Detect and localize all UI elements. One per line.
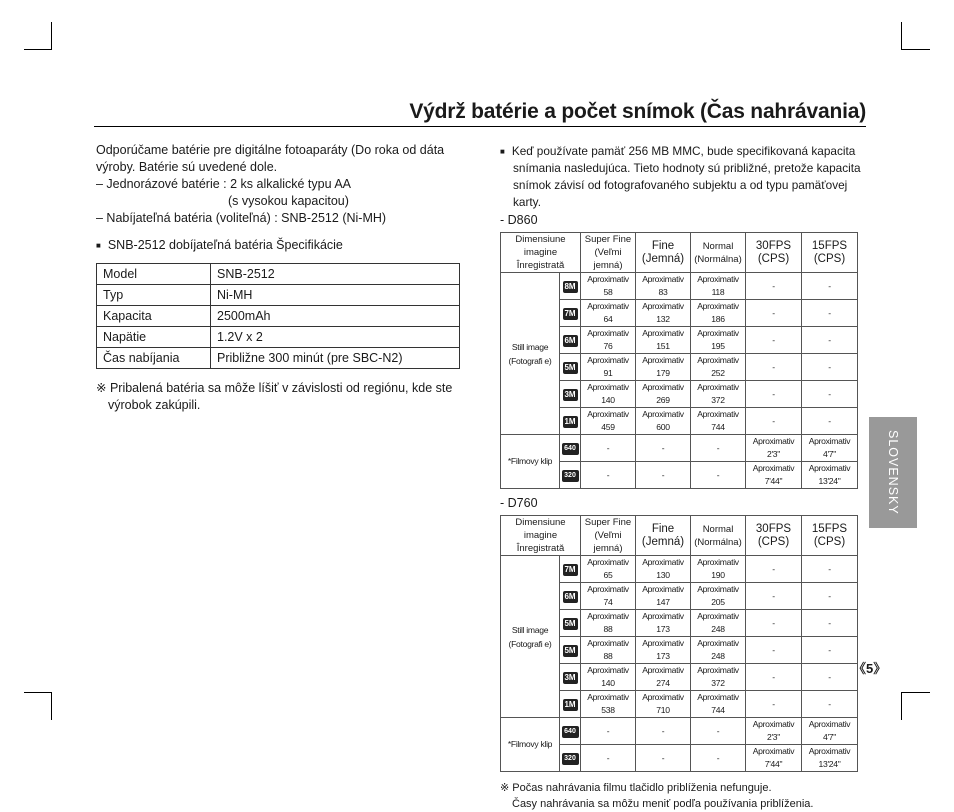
spec-value: Ni-MH bbox=[211, 285, 460, 306]
table-cell: Aproximativ 372 bbox=[691, 664, 746, 691]
still-image-label: Still image (Fotografi e) bbox=[501, 273, 560, 435]
resolution-icon-cell bbox=[560, 583, 581, 610]
col-header-15fps: 15FPS (CPS) bbox=[802, 516, 858, 556]
table-header-row bbox=[501, 233, 858, 273]
table-cell: Aproximativ 538 bbox=[581, 691, 636, 718]
table-cell: Aproximativ 179 bbox=[636, 354, 691, 381]
table-cell: - bbox=[802, 691, 858, 718]
table-cell: Aproximativ 151 bbox=[636, 327, 691, 354]
col-header-fine: Fine (Jemná) bbox=[636, 516, 691, 556]
resolution-icon-cell bbox=[560, 354, 581, 381]
table-cell: Aproximativ 186 bbox=[691, 300, 746, 327]
resolution-icon: 1M bbox=[564, 699, 576, 709]
model-label-d760: - D760 bbox=[500, 496, 538, 510]
resolution-icon: 7M bbox=[564, 564, 576, 574]
crop-mark bbox=[51, 692, 52, 720]
intro-text: Odporúčame batérie pre digitálne fotoaparáty (Do roka od dáta bbox=[96, 143, 445, 157]
spec-row bbox=[97, 327, 460, 348]
resolution-icon-cell bbox=[560, 637, 581, 664]
crop-mark bbox=[901, 22, 902, 50]
resolution-icon-cell bbox=[560, 300, 581, 327]
movie-size-icon: 640 bbox=[562, 726, 579, 738]
table-cell: - bbox=[691, 718, 746, 745]
table-cell: - bbox=[746, 354, 802, 381]
table-cell: Aproximativ 140 bbox=[581, 664, 636, 691]
disposable-battery-cont: (s vysokou kapacitou) bbox=[228, 194, 349, 208]
table-cell: Aproximativ 4'7" bbox=[802, 718, 858, 745]
resolution-icon: 8M bbox=[564, 281, 576, 291]
table-cell: Aproximativ 205 bbox=[691, 583, 746, 610]
still-image-label: Still image (Fotografi e) bbox=[501, 556, 560, 718]
table-cell: - bbox=[581, 718, 636, 745]
resolution-icon: 5M bbox=[564, 618, 576, 628]
table-cell: - bbox=[746, 583, 802, 610]
disposable-battery-line: – Jednorázové batérie : 2 ks alkalické typu AA bbox=[96, 177, 352, 191]
resolution-icon-cell bbox=[560, 664, 581, 691]
col-header-size: Dimensiune imagine Înregistrată bbox=[501, 516, 581, 556]
spec-row bbox=[97, 306, 460, 327]
capacity-table-d760 bbox=[500, 515, 858, 772]
note-text: ※ Počas nahrávania filmu tlačidlo priblíženia nefunguje. bbox=[500, 782, 772, 794]
table-cell: Aproximativ 195 bbox=[691, 327, 746, 354]
table-cell: - bbox=[746, 637, 802, 664]
table-cell: - bbox=[802, 408, 858, 435]
table-cell: - bbox=[581, 745, 636, 772]
spec-value: 2500mAh bbox=[211, 306, 460, 327]
col-header-superfine: Super Fine (Veľmi jemná) bbox=[581, 233, 636, 273]
table-cell: Aproximativ 88 bbox=[581, 610, 636, 637]
table-cell: - bbox=[581, 435, 636, 462]
table-cell: Aproximativ 744 bbox=[691, 691, 746, 718]
page-title: Výdrž batérie a počet snímok (Čas nahrávania) bbox=[409, 100, 866, 123]
col-header-15fps: 15FPS (CPS) bbox=[802, 233, 858, 273]
table-cell: Aproximativ 173 bbox=[636, 610, 691, 637]
table-cell: Aproximativ 140 bbox=[581, 381, 636, 408]
table-cell: Aproximativ 372 bbox=[691, 381, 746, 408]
table-cell: Aproximativ 132 bbox=[636, 300, 691, 327]
resolution-icon: 3M bbox=[564, 672, 576, 682]
crop-mark bbox=[51, 22, 52, 50]
table-cell: - bbox=[636, 718, 691, 745]
table-cell: - bbox=[636, 462, 691, 489]
movie-size-icon-cell bbox=[560, 435, 581, 462]
table-cell: Aproximativ 190 bbox=[691, 556, 746, 583]
table-cell: - bbox=[802, 327, 858, 354]
capacity-table-d860 bbox=[500, 232, 858, 489]
resolution-icon: 5M bbox=[564, 362, 576, 372]
crop-mark bbox=[901, 692, 902, 720]
left-column bbox=[96, 142, 460, 414]
table-cell: - bbox=[746, 691, 802, 718]
movie-size-icon: 320 bbox=[562, 470, 579, 482]
table-cell: Aproximativ 13'24" bbox=[802, 745, 858, 772]
zoom-note bbox=[500, 780, 870, 812]
crop-mark bbox=[902, 692, 930, 693]
col-header-fine: Fine (Jemná) bbox=[636, 233, 691, 273]
table-cell: Aproximativ 147 bbox=[636, 583, 691, 610]
spec-key: Model bbox=[97, 264, 211, 285]
battery-note bbox=[96, 380, 460, 414]
col-header-superfine: Super Fine (Veľmi jemná) bbox=[581, 516, 636, 556]
table-cell: - bbox=[691, 745, 746, 772]
table-cell: Aproximativ 2'3" bbox=[746, 718, 802, 745]
table-row bbox=[501, 435, 858, 462]
movie-size-icon-cell bbox=[560, 718, 581, 745]
battery-spec-table bbox=[96, 263, 460, 369]
capacity-intro: snímok závisí od fotografovaného subjektu a od typu pamäťovej karty. bbox=[513, 178, 848, 209]
table-row bbox=[501, 718, 858, 745]
movie-size-icon-cell bbox=[560, 462, 581, 489]
movie-clip-label: *Filmovy klip bbox=[501, 718, 560, 772]
resolution-icon: 5M bbox=[564, 645, 576, 655]
resolution-icon-cell bbox=[560, 273, 581, 300]
table-cell: - bbox=[802, 583, 858, 610]
table-cell: - bbox=[746, 556, 802, 583]
table-cell: - bbox=[802, 354, 858, 381]
title-rule bbox=[94, 126, 866, 127]
table-cell: - bbox=[746, 664, 802, 691]
table-cell: Aproximativ 248 bbox=[691, 637, 746, 664]
spec-value: 1.2V x 2 bbox=[211, 327, 460, 348]
table-cell: Aproximativ 118 bbox=[691, 273, 746, 300]
table-cell: Aproximativ 65 bbox=[581, 556, 636, 583]
spec-key: Typ bbox=[97, 285, 211, 306]
resolution-icon-cell bbox=[560, 327, 581, 354]
table-cell: - bbox=[746, 381, 802, 408]
table-cell: - bbox=[746, 273, 802, 300]
capacity-intro: snímania nasledujúca. Tieto hodnoty sú približné, pretože kapacita bbox=[513, 161, 861, 175]
table-cell: Aproximativ 13'24" bbox=[802, 462, 858, 489]
note-text: ※ Pribalená batéria sa môže líšiť v závislosti od regiónu, kde ste bbox=[96, 381, 453, 395]
col-header-30fps: 30FPS (CPS) bbox=[746, 233, 802, 273]
resolution-icon-cell bbox=[560, 408, 581, 435]
language-tab bbox=[869, 417, 917, 528]
resolution-icon: 6M bbox=[564, 591, 576, 601]
crop-mark bbox=[24, 692, 52, 693]
table-cell: Aproximativ 269 bbox=[636, 381, 691, 408]
table-cell: Aproximativ 130 bbox=[636, 556, 691, 583]
table-cell: Aproximativ 64 bbox=[581, 300, 636, 327]
table-cell: - bbox=[802, 300, 858, 327]
table-cell: Aproximativ 91 bbox=[581, 354, 636, 381]
table-cell: Aproximativ 7'44" bbox=[746, 462, 802, 489]
table-cell: - bbox=[636, 435, 691, 462]
resolution-icon: 1M bbox=[564, 416, 576, 426]
movie-size-icon: 320 bbox=[562, 753, 579, 765]
table-header-row bbox=[501, 516, 858, 556]
table-cell: Aproximativ 248 bbox=[691, 610, 746, 637]
intro-text: výroby. Batérie sú uvedené dole. bbox=[96, 160, 278, 174]
model-label-d860: - D860 bbox=[500, 213, 538, 227]
table-cell: Aproximativ 252 bbox=[691, 354, 746, 381]
resolution-icon-cell bbox=[560, 556, 581, 583]
table-cell: Aproximativ 4'7" bbox=[802, 435, 858, 462]
spec-key: Napätie bbox=[97, 327, 211, 348]
resolution-icon: 6M bbox=[564, 335, 576, 345]
page-number: 《5》 bbox=[853, 661, 887, 676]
table-row bbox=[501, 273, 858, 300]
table-cell: - bbox=[636, 745, 691, 772]
table-cell: - bbox=[802, 664, 858, 691]
bullet-icon: ■ bbox=[500, 147, 505, 156]
spec-heading bbox=[96, 237, 460, 254]
resolution-icon: 3M bbox=[564, 389, 576, 399]
col-header-30fps: 30FPS (CPS) bbox=[746, 516, 802, 556]
table-cell: - bbox=[802, 381, 858, 408]
resolution-icon-cell bbox=[560, 381, 581, 408]
capacity-intro: ■ Keď používate pamäť 256 MB MMC, bude specifikovaná kapacita bbox=[500, 144, 856, 158]
table-cell: - bbox=[802, 637, 858, 664]
table-cell: - bbox=[746, 300, 802, 327]
table-cell: - bbox=[581, 462, 636, 489]
table-cell: Aproximativ 2'3" bbox=[746, 435, 802, 462]
table-row bbox=[501, 556, 858, 583]
table-cell: Aproximativ 600 bbox=[636, 408, 691, 435]
table-cell: Aproximativ 710 bbox=[636, 691, 691, 718]
table-cell: Aproximativ 173 bbox=[636, 637, 691, 664]
table-cell: Aproximativ 83 bbox=[636, 273, 691, 300]
table-cell: Aproximativ 744 bbox=[691, 408, 746, 435]
table-cell: Aproximativ 58 bbox=[581, 273, 636, 300]
spec-row bbox=[97, 348, 460, 369]
crop-mark bbox=[24, 49, 52, 50]
spec-key: Kapacita bbox=[97, 306, 211, 327]
movie-size-icon: 640 bbox=[562, 443, 579, 455]
resolution-icon-cell bbox=[560, 691, 581, 718]
table-cell: - bbox=[802, 273, 858, 300]
language-tab-label: SLOVENSKY bbox=[886, 430, 900, 515]
table-cell: Aproximativ 274 bbox=[636, 664, 691, 691]
col-header-normal: Normal (Normálna) bbox=[691, 233, 746, 273]
bullet-icon: ■ bbox=[96, 241, 101, 250]
table-cell: - bbox=[802, 610, 858, 637]
spec-value: Približne 300 minút (pre SBC-N2) bbox=[211, 348, 460, 369]
resolution-icon: 7M bbox=[564, 308, 576, 318]
table-cell: - bbox=[802, 556, 858, 583]
table-cell: - bbox=[691, 435, 746, 462]
col-header-size: Dimensiune imagine Înregistrată bbox=[501, 233, 581, 273]
movie-size-icon-cell bbox=[560, 745, 581, 772]
spec-value: SNB-2512 bbox=[211, 264, 460, 285]
col-header-normal: Normal (Normálna) bbox=[691, 516, 746, 556]
right-column bbox=[500, 143, 870, 812]
table-cell: - bbox=[691, 462, 746, 489]
note-text: Časy nahrávania sa môžu meniť podľa používania priblíženia. bbox=[512, 798, 814, 810]
table-cell: Aproximativ 88 bbox=[581, 637, 636, 664]
spec-row bbox=[97, 264, 460, 285]
table-cell: - bbox=[746, 408, 802, 435]
note-text: výrobok zakúpili. bbox=[108, 398, 201, 412]
spec-row bbox=[97, 285, 460, 306]
spec-heading-text: SNB-2512 dobíjateľná batéria Špecifikácie bbox=[107, 238, 343, 252]
table-cell: - bbox=[746, 610, 802, 637]
spec-key: Čas nabíjania bbox=[97, 348, 211, 369]
table-cell: - bbox=[746, 327, 802, 354]
table-cell: Aproximativ 7'44" bbox=[746, 745, 802, 772]
rechargeable-battery-line: – Nabíjateľná batéria (voliteľná) : SNB-2512 (Ni-MH) bbox=[96, 211, 387, 225]
resolution-icon-cell bbox=[560, 610, 581, 637]
table-cell: Aproximativ 76 bbox=[581, 327, 636, 354]
crop-mark bbox=[902, 49, 930, 50]
table-cell: Aproximativ 459 bbox=[581, 408, 636, 435]
table-cell: Aproximativ 74 bbox=[581, 583, 636, 610]
movie-clip-label: *Filmovy klip bbox=[501, 435, 560, 489]
